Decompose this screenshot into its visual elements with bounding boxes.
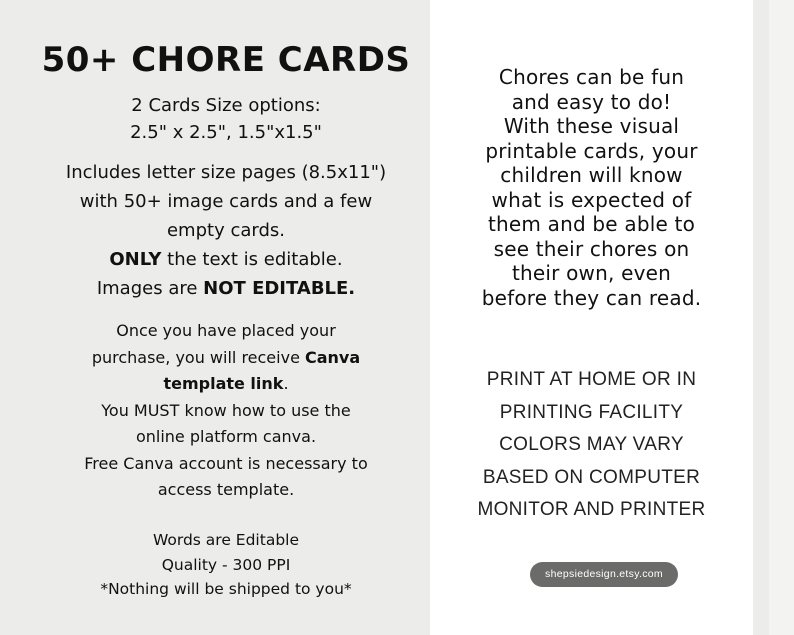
canva-line: online platform canva. [135, 427, 317, 446]
description-line: see their chores on [493, 236, 690, 261]
print-notice-line: MONITOR AND PRINTER [477, 499, 706, 520]
includes-description [22, 158, 430, 303]
canva-line-pre: purchase, you will receive [91, 347, 305, 367]
quality-line: Quality - 300 PPI [161, 555, 291, 574]
description-line: Chores can be fun [498, 65, 685, 89]
left-panel [22, 0, 430, 635]
size-options-line: 2.5" x 2.5", 1.5"x1.5" [130, 122, 322, 143]
size-options-line: 2 Cards Size options: [131, 95, 321, 116]
next-page-edge-fill [769, 0, 794, 635]
etsy-shop-badge: shepsiedesign.etsy.com [530, 562, 678, 587]
includes-line: Includes letter size pages (8.5x11") [65, 162, 387, 183]
template-link-text: template link [163, 374, 284, 393]
description-line: them and be able to [487, 212, 696, 236]
description-line: their own, even [511, 261, 672, 285]
canva-line [22, 345, 430, 372]
description-line: and easy to do! [511, 89, 672, 114]
page-title: 50+ CHORE CARDS [41, 40, 411, 80]
description-line: what is expected of [491, 187, 692, 212]
quality-line: Words are Editable [152, 531, 300, 549]
print-notice-line: PRINT AT HOME OR IN [486, 369, 697, 390]
description-line: printable cards, your [485, 138, 698, 163]
size-options [22, 92, 430, 146]
canva-instructions [22, 318, 430, 504]
includes-line: with 50+ image cards and a few [79, 191, 373, 212]
print-notice [430, 364, 753, 527]
print-notice-line: BASED ON COMPUTER [482, 466, 701, 488]
images-note [22, 274, 430, 303]
canva-line: access template. [157, 480, 295, 499]
canva-line-rest: . [283, 374, 289, 393]
next-page-edge [753, 0, 794, 635]
editable-note [22, 245, 430, 274]
description-line: With these visual [503, 114, 680, 138]
images-note-bold: NOT EDITABLE. [203, 278, 356, 299]
description-line: children will know [500, 163, 683, 187]
canva-line: You MUST know how to use the [101, 400, 351, 420]
canva-line: Free Canva account is necessary to [84, 453, 368, 473]
print-notice-line: PRINTING FACILITY [499, 401, 684, 423]
quality-notes [22, 528, 430, 602]
editable-note-rest: the text is editable. [161, 249, 343, 270]
includes-line: empty cards. [166, 220, 285, 241]
canva-line-bold: Canva [305, 347, 361, 367]
right-panel [430, 0, 753, 635]
editable-note-bold: ONLY [109, 249, 162, 270]
canva-line [22, 371, 430, 398]
quality-line: *Nothing will be shipped to you* [100, 580, 352, 598]
images-note-pre: Images are [96, 278, 204, 299]
product-description [430, 65, 753, 310]
print-notice-line: COLORS MAY VARY [499, 434, 684, 455]
description-line: before they can read. [481, 285, 702, 310]
canva-line: Once you have placed your [116, 321, 336, 340]
